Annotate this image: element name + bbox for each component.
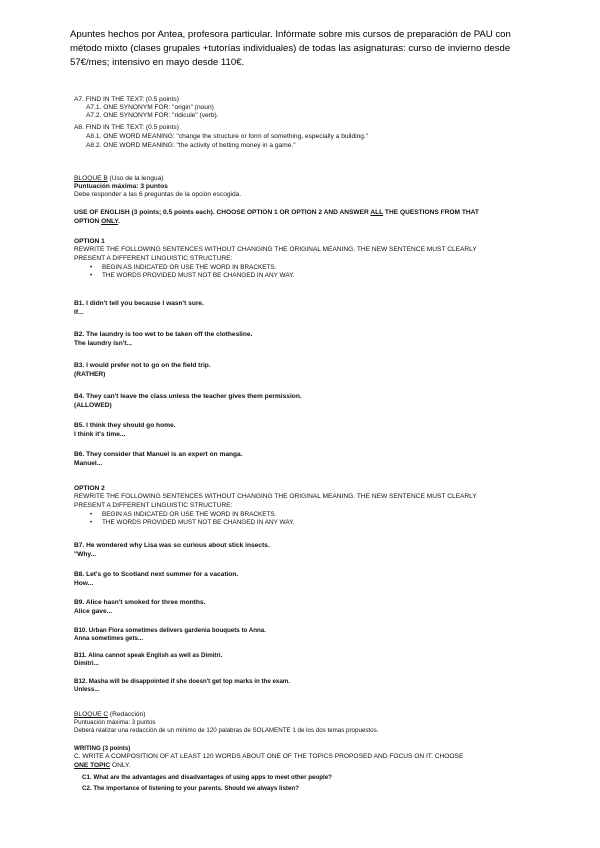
- use-all: ALL: [370, 209, 384, 216]
- answer-prompt-b9: Alice gave...: [74, 608, 113, 615]
- topic-c1: C1. What are the advantages and disadvantages of using apps to meet other people?: [82, 774, 332, 781]
- use-of-english-line-1: [74, 209, 479, 217]
- option-2-title: OPTION 2: [74, 485, 105, 492]
- option-2-rule-2: • THE WORDS PROVIDED MUST NOT BE CHANGED IN ANY WAY.: [86, 519, 294, 527]
- answer-prompt-b11: Dimitri...: [74, 660, 99, 667]
- answer-prompt-b10: Anna sometimes gets...: [74, 635, 144, 642]
- question-b3: B3. I would prefer not to go on the field trip.: [74, 362, 211, 369]
- use-text-1: USE OF ENGLISH (3 points; 0.5 points each). CHOOSE OPTION 1 OR OPTION 2 AND ANSWER: [74, 209, 371, 216]
- writing-instr-2: [74, 762, 130, 770]
- use-text-2: THE QUESTIONS FROM THAT: [383, 209, 479, 216]
- writing-instr-2-rest: ONLY.: [110, 762, 131, 769]
- header-note: Apuntes hechos por Antea, profesora particular. Infórmate sobre mis cursos de preparación de PAU con método mixto (clases grupales +tutorías individuales) de todas las asignaturas: curso de invierno desde 57€/mes; intensivo en mayo desde 110€.: [70, 29, 511, 68]
- writing-instr-1: C. WRITE A COMPOSITION OF AT LEAST 120 WORDS ABOUT ONE OF THE TOPICS PROPOSED AND FOCUS ON IT. CHOOSE: [74, 753, 464, 760]
- question-b10: B10. Urban Flora sometimes delivers gardenia bouquets to Anna.: [74, 627, 266, 634]
- answer-prompt-b7: "Why...: [74, 551, 97, 558]
- question-b7: B7. He wondered why Lisa was so curious about stick insects.: [74, 542, 270, 549]
- question-b9: B9. Alice hasn't smoked for three months.: [74, 599, 206, 606]
- question-b8: B8. Let's go to Scotland next summer for a vacation.: [74, 571, 239, 578]
- question-b6: B6. They consider that Manuel is an expert on manga.: [74, 451, 243, 458]
- answer-prompt-b6: Manuel...: [74, 460, 103, 467]
- option-1-instr-1: REWRITE THE FOLLOWING SENTENCES WITHOUT CHANGING THE ORIGINAL MEANING. THE NEW SENTENCE MUST CLEARLY: [74, 246, 477, 253]
- a8-item-2: A8.2. ONE WORD MEANING: "the activity of betting money in a game.": [86, 142, 296, 149]
- question-b5: B5. I think they should go home.: [74, 422, 176, 429]
- a7-item-2: A7.2. ONE SYNONYM FOR: "ridicule" (verb).: [86, 112, 219, 119]
- option-1-title: OPTION 1: [74, 238, 105, 245]
- option-2-rules: [86, 511, 294, 528]
- bloque-c-title-underlined: BLOQUE C: [74, 711, 109, 718]
- one-topic: ONE TOPIC: [74, 762, 111, 769]
- writing-heading: WRITING (3 points): [74, 745, 131, 752]
- option-1-instr-2: PRESENT A DIFFERENT LINGUISTIC STRUCTURE:: [74, 255, 233, 262]
- answer-prompt-b2: The laundry isn't...: [74, 340, 132, 347]
- bloque-c-title-rest: (Redacción): [108, 711, 146, 718]
- a8-item-1: A8.1. ONE WORD MEANING: "change the structure or form of something, especially a building.": [86, 133, 369, 140]
- answer-prompt-b5: I think it's time...: [74, 431, 126, 438]
- option-1-rule-2: • THE WORDS PROVIDED MUST NOT BE CHANGED IN ANY WAY.: [86, 272, 294, 280]
- question-b2: B2. The laundry is too wet to be taken off the clothesline.: [74, 331, 253, 338]
- bloque-b-title-underlined: BLOQUE B: [74, 175, 108, 182]
- option-1-rule-1: • BEGIN AS INDICATED OR USE THE WORD IN BRACKETS.: [86, 264, 294, 272]
- a7-item-1: A7.1. ONE SYNONYM FOR: "origin" (noun): [86, 104, 214, 111]
- use-text-3: OPTION: [74, 218, 102, 225]
- a8-title: A8. FIND IN THE TEXT: (0.5 points): [74, 124, 179, 131]
- use-text-4: .: [118, 218, 120, 225]
- answer-prompt-b12: Unless...: [74, 686, 100, 693]
- bloque-c-instructions: Deberá realizar una redacción de un mínimo de 120 palabras de SOLAMENTE 1 de los dos temas propuestos.: [74, 727, 379, 734]
- option-2-rule-1: • BEGIN AS INDICATED OR USE THE WORD IN BRACKETS.: [86, 511, 294, 519]
- topic-c2: C2. The importance of listening to your parents. Should we always listen?: [82, 785, 299, 792]
- answer-prompt-b8: How...: [74, 580, 94, 587]
- answer-prompt-b1: If...: [74, 309, 84, 316]
- question-b4: B4. They can't leave the class unless the teacher gives them permission.: [74, 393, 302, 400]
- option-1-rules: [86, 264, 294, 281]
- bloque-c-score: Puntuación máxima: 3 puntos: [74, 719, 156, 726]
- a7-title: A7. FIND IN THE TEXT: (0.5 points): [74, 96, 179, 103]
- bloque-b-score: Puntuación máxima: 3 puntos: [74, 183, 168, 190]
- bloque-b-instructions: Debe responder a las 6 preguntas de la opción escogida.: [74, 191, 242, 198]
- option-2-instr-2: PRESENT A DIFFERENT LINGUISTIC STRUCTURE:: [74, 502, 233, 509]
- question-b1: B1. I didn't tell you because I wasn't sure.: [74, 300, 204, 307]
- option-2-instr-1: REWRITE THE FOLLOWING SENTENCES WITHOUT CHANGING THE ORIGINAL MEANING. THE NEW SENTENCE MUST CLEARLY: [74, 493, 477, 500]
- question-b12: B12. Masha will be disappointed if she doesn't get top marks in the exam.: [74, 678, 291, 685]
- use-of-english-line-2: [74, 218, 120, 226]
- answer-prompt-b4: (ALLOWED): [74, 402, 112, 409]
- use-only: ONLY: [101, 218, 119, 225]
- question-b11: B11. Alina cannot speak English as well as Dimitri.: [74, 652, 223, 659]
- answer-prompt-b3: (RATHER): [74, 371, 106, 378]
- bloque-b-title-rest: (Uso de la lengua): [107, 175, 164, 182]
